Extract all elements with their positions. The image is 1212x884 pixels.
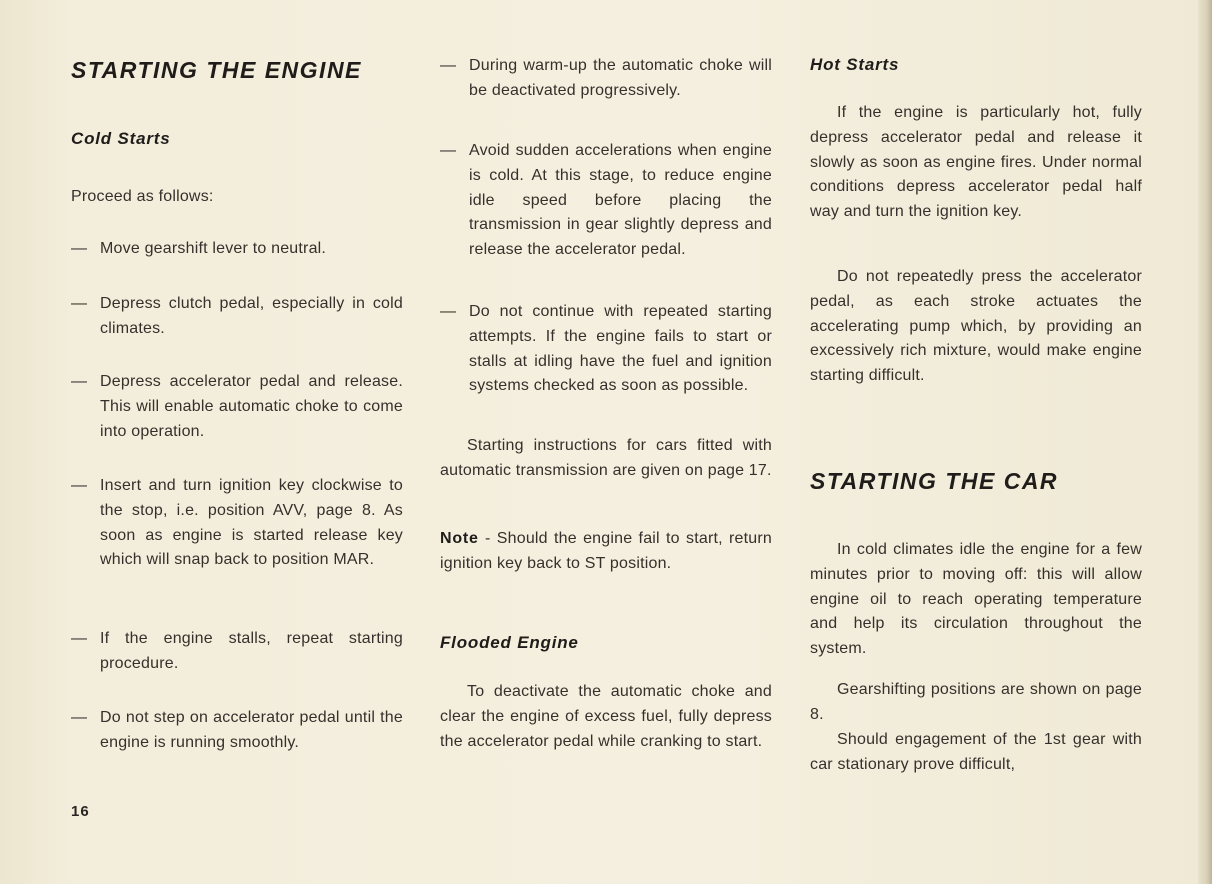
dash-marker: —: [440, 57, 456, 74]
dash-marker: —: [71, 477, 87, 494]
list-item-text: Insert and turn ignition key clockwise to the stop, i.e. position AVV, page 8. As soon as engine is started release key which will snap back to position MAR.: [100, 477, 403, 569]
starting-car-paragraph-2: Gearshifting positions are shown on page 8.: [810, 681, 1142, 723]
list-item-text: Move gearshift lever to neutral.: [100, 240, 327, 257]
list-item-text: During warm-up the automatic choke will be deactivated progressively.: [469, 57, 772, 99]
section-title-starting-engine: STARTING THE ENGINE: [71, 57, 362, 83]
list-item-text: Do not continue with repeated starting attempts. If the engine fails to start or stalls at idling have the fuel and ignition systems checked as soon as possible.: [469, 303, 772, 395]
dash-marker: —: [71, 240, 87, 257]
dash-marker: —: [440, 303, 456, 320]
list-item-text: Depress accelerator pedal and release. This will enable automatic choke to come into operation.: [100, 373, 403, 440]
dash-marker: —: [71, 709, 87, 726]
dash-marker: —: [71, 630, 87, 647]
subsection-title-flooded-engine: Flooded Engine: [440, 633, 579, 652]
starting-car-paragraph-1: In cold climates idle the engine for a few minutes prior to moving off: this will allow engine oil to reach operating temperature and help its circulation throughout the system.: [810, 541, 1142, 658]
dash-marker: —: [71, 295, 87, 312]
subsection-title-hot-starts: Hot Starts: [810, 55, 900, 74]
page-spine: [1198, 0, 1212, 884]
starting-car-paragraph-3: Should engagement of the 1st gear with car stationary prove difficult,: [810, 731, 1142, 773]
list-item-text: If the engine stalls, repeat starting procedure.: [100, 630, 403, 672]
hot-starts-paragraph-2: Do not repeatedly press the accelerator pedal, as each stroke actuates the accelerating pump which, by providing an excessively rich mixture, would make engine starting difficult.: [810, 268, 1142, 385]
section-title-starting-car: STARTING THE CAR: [810, 468, 1059, 494]
page-number: 16: [71, 803, 90, 820]
list-item-text: Avoid sudden accelerations when engine is cold. At this stage, to reduce engine idle speed before placing the transmission in gear slightly depress and release the accelerator pedal.: [469, 142, 772, 259]
intro-text: Proceed as follows:: [71, 188, 214, 205]
note-text: - Should the engine fail to start, return ignition key back to ST position.: [440, 530, 772, 572]
list-item-text: Depress clutch pedal, especially in cold climates.: [100, 295, 403, 337]
list-item-text: Do not step on accelerator pedal until the engine is running smoothly.: [100, 709, 403, 751]
subsection-title-cold-starts: Cold Starts: [71, 129, 171, 148]
note-label: Note: [440, 530, 479, 547]
hot-starts-paragraph-1: If the engine is particularly hot, fully depress accelerator pedal and release it slowly as soon as engine fires. Under normal conditions depress accelerator pedal half way and turn the ignition key.: [810, 104, 1142, 221]
note-paragraph: [440, 527, 772, 577]
dash-marker: —: [440, 142, 456, 159]
flooded-engine-text: To deactivate the automatic choke and clear the engine of excess fuel, fully depress the accelerator pedal while cranking to start.: [440, 683, 772, 750]
dash-marker: —: [71, 373, 87, 390]
automatic-transmission-note: Starting instructions for cars fitted with automatic transmission are given on page 17.: [440, 437, 772, 479]
